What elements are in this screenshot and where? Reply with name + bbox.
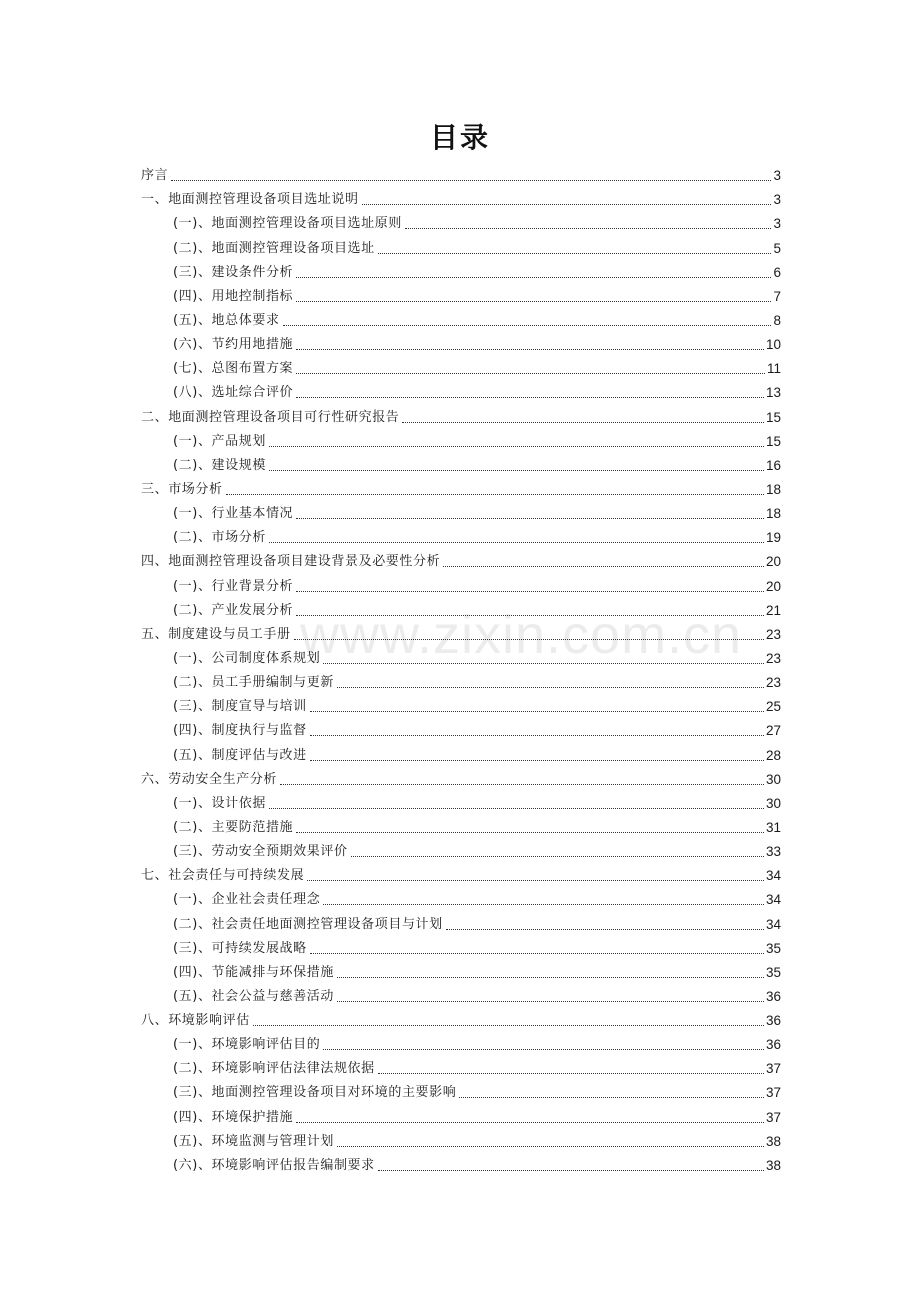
toc-entry-label: 六、劳动安全生产分析 [141, 771, 278, 787]
toc-entry-label: (四)、制度执行与监督 [173, 723, 307, 739]
toc-dot-leader [323, 1049, 764, 1050]
toc-page-number: 15 [765, 433, 781, 449]
toc-section-entry[interactable] [141, 329, 781, 353]
toc-page-number: 30 [765, 771, 781, 787]
toc-section-entry[interactable] [141, 981, 781, 1005]
toc-dot-leader [310, 711, 764, 712]
toc-dot-leader [459, 1097, 764, 1098]
toc-section-entry[interactable] [141, 1077, 781, 1101]
toc-page-number: 18 [765, 481, 781, 497]
toc-dot-leader [310, 735, 764, 736]
toc-section-entry[interactable] [141, 788, 781, 812]
toc-dot-leader [362, 204, 772, 205]
toc-chapter-entry[interactable] [141, 764, 781, 788]
toc-section-entry[interactable] [141, 1101, 781, 1125]
toc-entry-label: 一、地面测控管理设备项目选址说明 [141, 192, 359, 208]
toc-section-entry[interactable] [141, 522, 781, 546]
toc-page-number: 15 [765, 409, 781, 425]
toc-dot-leader [402, 422, 764, 423]
toc-section-entry[interactable] [141, 208, 781, 232]
toc-entry-label: (一)、行业基本情况 [173, 506, 294, 522]
toc-dot-leader [296, 301, 771, 302]
toc-entry-label: 四、地面测控管理设备项目建设背景及必要性分析 [141, 554, 441, 570]
toc-dot-leader [280, 784, 764, 785]
toc-page-number: 21 [765, 602, 781, 618]
toc-page-number: 6 [773, 264, 781, 280]
toc-section-entry[interactable] [141, 667, 781, 691]
toc-dot-leader [378, 253, 772, 254]
toc-section-entry[interactable] [141, 305, 781, 329]
toc-dot-leader [337, 977, 764, 978]
toc-entry-label: (二)、产业发展分析 [173, 602, 294, 618]
toc-page-number: 37 [765, 1085, 781, 1101]
toc-page-number: 36 [765, 988, 781, 1004]
toc-section-entry[interactable] [141, 498, 781, 522]
toc-page-number: 38 [765, 1157, 781, 1173]
toc-page-number: 18 [765, 506, 781, 522]
toc-chapter-entry[interactable] [141, 546, 781, 570]
toc-dot-leader [296, 832, 764, 833]
toc-entry-label: (一)、公司制度体系规划 [173, 650, 321, 666]
toc-page-number: 20 [765, 554, 781, 570]
toc-entry-label: (七)、总图布置方案 [173, 361, 294, 377]
toc-chapter-entry[interactable] [141, 860, 781, 884]
toc-entry-label: (二)、建设规模 [173, 457, 266, 473]
toc-entry-label: 五、制度建设与员工手册 [141, 626, 291, 642]
toc-section-entry[interactable] [141, 836, 781, 860]
watermark: www.zixin.com.cn [300, 605, 743, 665]
toc-entry-label: (六)、节约用地措施 [173, 337, 294, 353]
toc-page-number: 5 [773, 240, 781, 256]
toc-section-entry[interactable] [141, 450, 781, 474]
toc-chapter-entry[interactable] [141, 619, 781, 643]
toc-dot-leader [337, 1146, 764, 1147]
toc-chapter-entry[interactable] [141, 160, 781, 184]
toc-page-number: 35 [765, 940, 781, 956]
toc-entry-label: (三)、制度宣导与培训 [173, 699, 307, 715]
toc-entry-label: (五)、社会公益与慈善活动 [173, 988, 334, 1004]
toc-page-number: 36 [765, 1037, 781, 1053]
toc-section-entry[interactable] [141, 643, 781, 667]
toc-entry-label: 七、社会责任与可持续发展 [141, 868, 305, 884]
toc-entry-label: (三)、地面测控管理设备项目对环境的主要影响 [173, 1085, 457, 1101]
toc-entry-label: (一)、产品规划 [173, 433, 266, 449]
toc-dot-leader [269, 808, 764, 809]
toc-section-entry[interactable] [141, 1150, 781, 1174]
toc-dot-leader [296, 277, 771, 278]
toc-dot-leader [283, 325, 772, 326]
toc-section-entry[interactable] [141, 812, 781, 836]
toc-page-number: 34 [765, 916, 781, 932]
toc-page-number: 10 [765, 337, 781, 353]
toc-dot-leader [296, 591, 764, 592]
toc-page-number: 7 [773, 288, 781, 304]
toc-dot-leader [378, 1170, 764, 1171]
toc-dot-leader [323, 904, 764, 905]
toc-section-entry[interactable] [141, 353, 781, 377]
toc-dot-leader [310, 760, 764, 761]
toc-entry-label: (二)、环境影响评估法律法规依据 [173, 1061, 375, 1077]
toc-dot-leader [443, 566, 764, 567]
toc-entry-label: (五)、地总体要求 [173, 312, 280, 328]
toc-section-entry[interactable] [141, 908, 781, 932]
toc-section-entry[interactable] [141, 570, 781, 594]
toc-entry-label: (二)、主要防范措施 [173, 819, 294, 835]
table-of-contents [141, 160, 781, 1174]
toc-page-number: 23 [765, 626, 781, 642]
toc-page-number: 3 [773, 216, 781, 232]
toc-page-number: 38 [765, 1133, 781, 1149]
toc-section-entry[interactable] [141, 232, 781, 256]
toc-entry-label: (一)、企业社会责任理念 [173, 892, 321, 908]
toc-section-entry[interactable] [141, 1029, 781, 1053]
page-title: 目录 [429, 121, 490, 154]
toc-page-number: 23 [765, 650, 781, 666]
toc-dot-leader [253, 1025, 764, 1026]
toc-entry-label: (二)、地面测控管理设备项目选址 [173, 240, 375, 256]
toc-entry-label: 三、市场分析 [141, 481, 223, 497]
toc-dot-leader [378, 1073, 764, 1074]
toc-entry-label: (一)、地面测控管理设备项目选址原则 [173, 216, 402, 232]
toc-dot-leader [337, 1001, 764, 1002]
toc-dot-leader [296, 349, 764, 350]
toc-page-number: 16 [765, 457, 781, 473]
toc-section-entry[interactable] [141, 691, 781, 715]
toc-dot-leader [296, 615, 764, 616]
toc-dot-leader [294, 639, 764, 640]
toc-page-number: 31 [765, 819, 781, 835]
toc-section-entry[interactable] [141, 281, 781, 305]
toc-entry-label: (三)、可持续发展战略 [173, 940, 307, 956]
toc-entry-label: (二)、社会责任地面测控管理设备项目与计划 [173, 916, 443, 932]
toc-page-number: 23 [765, 675, 781, 691]
toc-section-entry[interactable] [141, 426, 781, 450]
toc-section-entry[interactable] [141, 1053, 781, 1077]
toc-entry-label: (一)、行业背景分析 [173, 578, 294, 594]
toc-dot-leader [446, 929, 764, 930]
toc-dot-leader [296, 518, 764, 519]
toc-dot-leader [296, 1122, 764, 1123]
toc-chapter-entry[interactable] [141, 401, 781, 425]
toc-entry-label: (二)、员工手册编制与更新 [173, 675, 334, 691]
toc-page-number: 3 [773, 192, 781, 208]
toc-page-number: 34 [765, 892, 781, 908]
toc-page-number: 11 [766, 361, 781, 377]
toc-section-entry[interactable] [141, 715, 781, 739]
toc-section-entry[interactable] [141, 884, 781, 908]
toc-page-number: 28 [765, 747, 781, 763]
toc-entry-label: (三)、劳动安全预期效果评价 [173, 844, 348, 860]
toc-section-entry[interactable] [141, 739, 781, 763]
toc-dot-leader [337, 687, 764, 688]
toc-dot-leader [405, 228, 772, 229]
toc-page-number: 19 [765, 530, 781, 546]
toc-page-number: 8 [773, 312, 781, 328]
toc-entry-label: (六)、环境影响评估报告编制要求 [173, 1157, 375, 1173]
toc-section-entry[interactable] [141, 1126, 781, 1150]
toc-entry-label: (八)、选址综合评价 [173, 385, 294, 401]
toc-page-number: 3 [773, 168, 781, 184]
toc-dot-leader [307, 880, 764, 881]
toc-entry-label: 八、环境影响评估 [141, 1013, 250, 1029]
toc-chapter-entry[interactable] [141, 184, 781, 208]
toc-entry-label: (五)、制度评估与改进 [173, 747, 307, 763]
toc-page-number: 33 [765, 844, 781, 860]
toc-page-number: 35 [765, 964, 781, 980]
toc-section-entry[interactable] [141, 957, 781, 981]
toc-page-number: 36 [765, 1013, 781, 1029]
toc-page-number: 25 [765, 699, 781, 715]
toc-entry-label: (二)、市场分析 [173, 530, 266, 546]
toc-section-entry[interactable] [141, 933, 781, 957]
toc-page-number: 37 [765, 1061, 781, 1077]
toc-dot-leader [226, 494, 764, 495]
toc-page-number: 37 [765, 1109, 781, 1125]
toc-dot-leader [296, 373, 765, 374]
toc-section-entry[interactable] [141, 595, 781, 619]
toc-chapter-entry[interactable] [141, 474, 781, 498]
toc-entry-label: 序言 [141, 168, 169, 184]
toc-page-number: 34 [765, 868, 781, 884]
toc-dot-leader [296, 397, 764, 398]
toc-page-number: 20 [765, 578, 781, 594]
toc-page-number: 27 [765, 723, 781, 739]
toc-entry-label: (四)、用地控制指标 [173, 288, 294, 304]
toc-entry-label: (四)、节能减排与环保措施 [173, 964, 334, 980]
toc-entry-label: (三)、建设条件分析 [173, 264, 294, 280]
toc-dot-leader [351, 856, 764, 857]
toc-dot-leader [310, 953, 764, 954]
toc-entry-label: (一)、环境影响评估目的 [173, 1037, 321, 1053]
toc-dot-leader [269, 446, 764, 447]
toc-entry-label: (五)、环境监测与管理计划 [173, 1133, 334, 1149]
toc-dot-leader [171, 180, 771, 181]
toc-dot-leader [323, 663, 764, 664]
toc-entry-label: 二、地面测控管理设备项目可行性研究报告 [141, 409, 400, 425]
toc-entry-label: (一)、设计依据 [173, 795, 266, 811]
toc-entry-label: (四)、环境保护措施 [173, 1109, 294, 1125]
toc-section-entry[interactable] [141, 377, 781, 401]
toc-page-number: 13 [765, 385, 781, 401]
toc-section-entry[interactable] [141, 257, 781, 281]
toc-dot-leader [269, 470, 764, 471]
toc-dot-leader [269, 542, 764, 543]
toc-page-number: 30 [765, 795, 781, 811]
toc-chapter-entry[interactable] [141, 1005, 781, 1029]
